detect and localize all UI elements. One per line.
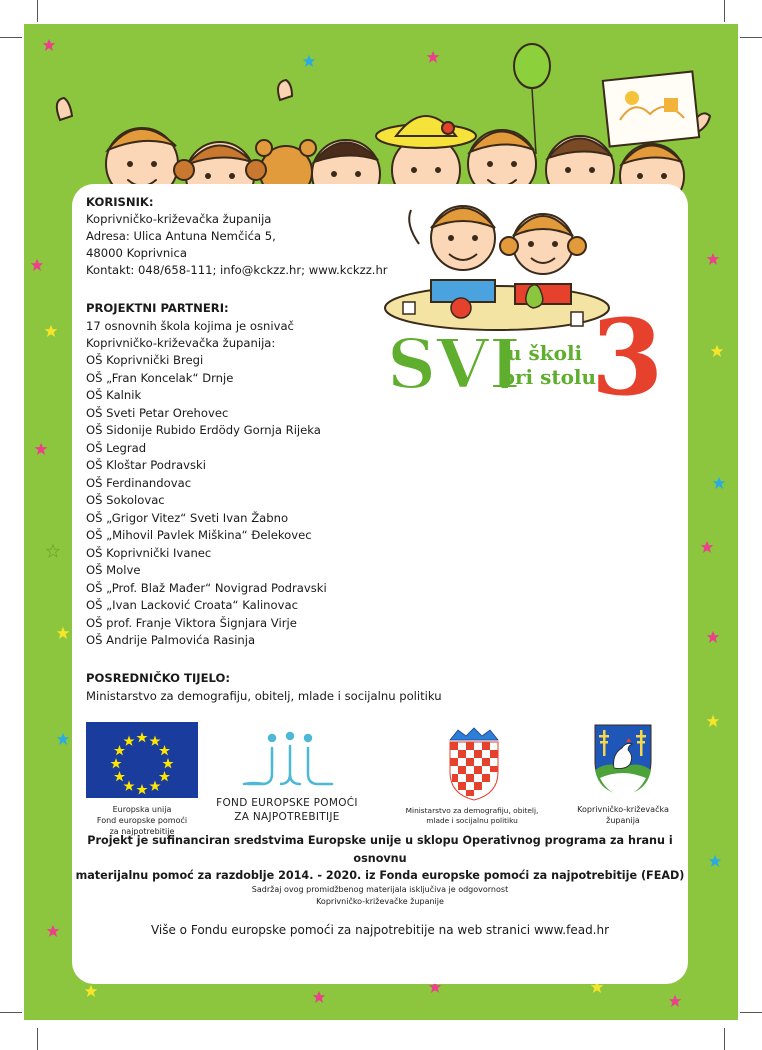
school-item: OŠ Sokolovac (86, 493, 165, 507)
crop-mark (0, 1012, 22, 1013)
drawing-icon (603, 71, 699, 146)
ministry-caption-line: Ministarstvo za demografiju, obitelj, (405, 806, 539, 815)
crop-mark (724, 1028, 725, 1050)
crop-mark (740, 1012, 762, 1013)
crop-mark (724, 0, 725, 22)
eu-flag-icon (86, 722, 198, 798)
logo-line-1: u školi (507, 341, 583, 365)
county-caption-line: Koprivničko-križevačka (577, 805, 669, 814)
beneficiary-heading: KORISNIK: (86, 195, 154, 209)
school-item: OŠ Legrad (86, 441, 147, 455)
school-item: OŠ Sidonije Rubido Erdödy Gornja Rijeka (86, 423, 321, 437)
star-icon (712, 476, 726, 490)
partners-intro: 17 osnovnih škola kojima je osnivač (86, 319, 294, 333)
logo-big-text: SVI (387, 325, 521, 405)
star-icon (706, 630, 720, 644)
school-item: OŠ Koprivnički Bregi (86, 353, 204, 367)
beneficiary-line: Kontakt: 048/658-111; info@kckzz.hr; www.kckzz.hr (86, 263, 388, 277)
fead-caption-line: ZA NAJPOTREBITIJE (234, 811, 340, 823)
star-icon (710, 344, 724, 358)
croatian-coat-of-arms-icon (446, 726, 502, 800)
school-item: OŠ „Ivan Lacković Croata“ Kalinovac (86, 598, 298, 612)
partners-heading: PROJEKTNI PARTNERI: (86, 301, 229, 315)
star-icon (706, 252, 720, 266)
logo-number: 3 (591, 296, 664, 419)
star-icon (56, 626, 70, 640)
school-item: OŠ „Prof. Blaž Mađer“ Novigrad Podravski (86, 581, 327, 595)
fead-caption (204, 796, 370, 824)
eu-caption-line: Fond europske pomoći (96, 816, 188, 825)
county-caption (560, 804, 686, 826)
statement-line: materijalnu pomoć za razdoblje 2014. - 2020. iz Fonda europske pomoći za najpotrebitije (FEAD) (75, 869, 685, 882)
crop-mark (37, 1028, 38, 1050)
crop-mark (0, 37, 22, 38)
school-item: OŠ Kloštar Podravski (86, 458, 206, 472)
school-item: OŠ Andrije Palmovića Rasinja (86, 633, 256, 647)
balloon-icon (514, 44, 550, 88)
star-icon (312, 990, 326, 1004)
school-item: OŠ „Mihovil Pavlek Miškina“ Đelekovec (86, 528, 312, 542)
star-icon (46, 924, 60, 938)
eu-caption-line: Europska unija (112, 805, 172, 814)
footer-text: Više o Fondu europske pomoći za najpotrebitije na web stranici www.fead.hr (150, 923, 610, 937)
crop-mark (740, 37, 762, 38)
beneficiary-line: Adresa: Ulica Antuna Nemčića 5, (86, 229, 276, 243)
eu-caption-line: za najpotrebitije (109, 827, 175, 836)
ministry-caption-line: mlade i socijalnu politiku (426, 816, 518, 825)
disclaimer-line: Koprivničko-križevačke županije (316, 897, 444, 906)
star-icon (668, 994, 682, 1008)
intermediate-text: Ministarstvo za demografiju, obitelj, mlade i socijalnu politiku (86, 689, 442, 703)
star-icon (46, 544, 60, 558)
school-item: OŠ Kalnik (86, 388, 142, 402)
disclaimer-line: Sadržaj ovog promidžbenog materijala isključiva je odgovornost (251, 885, 509, 894)
school-item: OŠ „Fran Koncelak“ Drnje (86, 371, 234, 385)
intermediate-heading: POSREDNIČKO TIJELO: (86, 671, 230, 685)
logo-line-2: pri stolu (501, 365, 597, 389)
star-icon (34, 442, 48, 456)
beneficiary-line: 48000 Koprivnica (86, 246, 187, 260)
crop-mark (37, 0, 38, 22)
school-item: OŠ „Grigor Vitez“ Sveti Ivan Žabno (86, 511, 289, 525)
star-icon (30, 258, 44, 272)
star-icon (84, 984, 98, 998)
star-icon (706, 714, 720, 728)
ministry-caption (392, 806, 552, 826)
school-item: OŠ Koprivnički Ivanec (86, 546, 212, 560)
fead-caption-line: FOND EUROPSKE POMOĆI (216, 797, 358, 809)
county-coat-of-arms-icon (592, 722, 654, 798)
school-item: OŠ Sveti Petar Orehovec (86, 406, 229, 420)
funding-statement (60, 832, 700, 885)
beneficiary-line: Koprivničko-križevačka županija (86, 212, 272, 226)
school-item: OŠ prof. Franje Viktora Šignjara Virje (86, 616, 297, 630)
disclaimer (60, 884, 700, 908)
star-icon (56, 732, 70, 746)
county-caption-line: županija (606, 816, 640, 825)
project-logo (365, 180, 664, 419)
partners-intro: Koprivničko-križevačka županija: (86, 336, 276, 350)
school-item: OŠ Ferdinandovac (86, 476, 192, 490)
star-icon (44, 324, 58, 338)
school-item: OŠ Molve (86, 563, 141, 577)
star-icon (708, 854, 722, 868)
fead-figures-icon (240, 728, 336, 792)
statement-line: Projekt je sufinanciran sredstvima Europske unije u sklopu Operativnog programa za hranu i osnovnu (87, 834, 673, 865)
star-icon (700, 540, 714, 554)
